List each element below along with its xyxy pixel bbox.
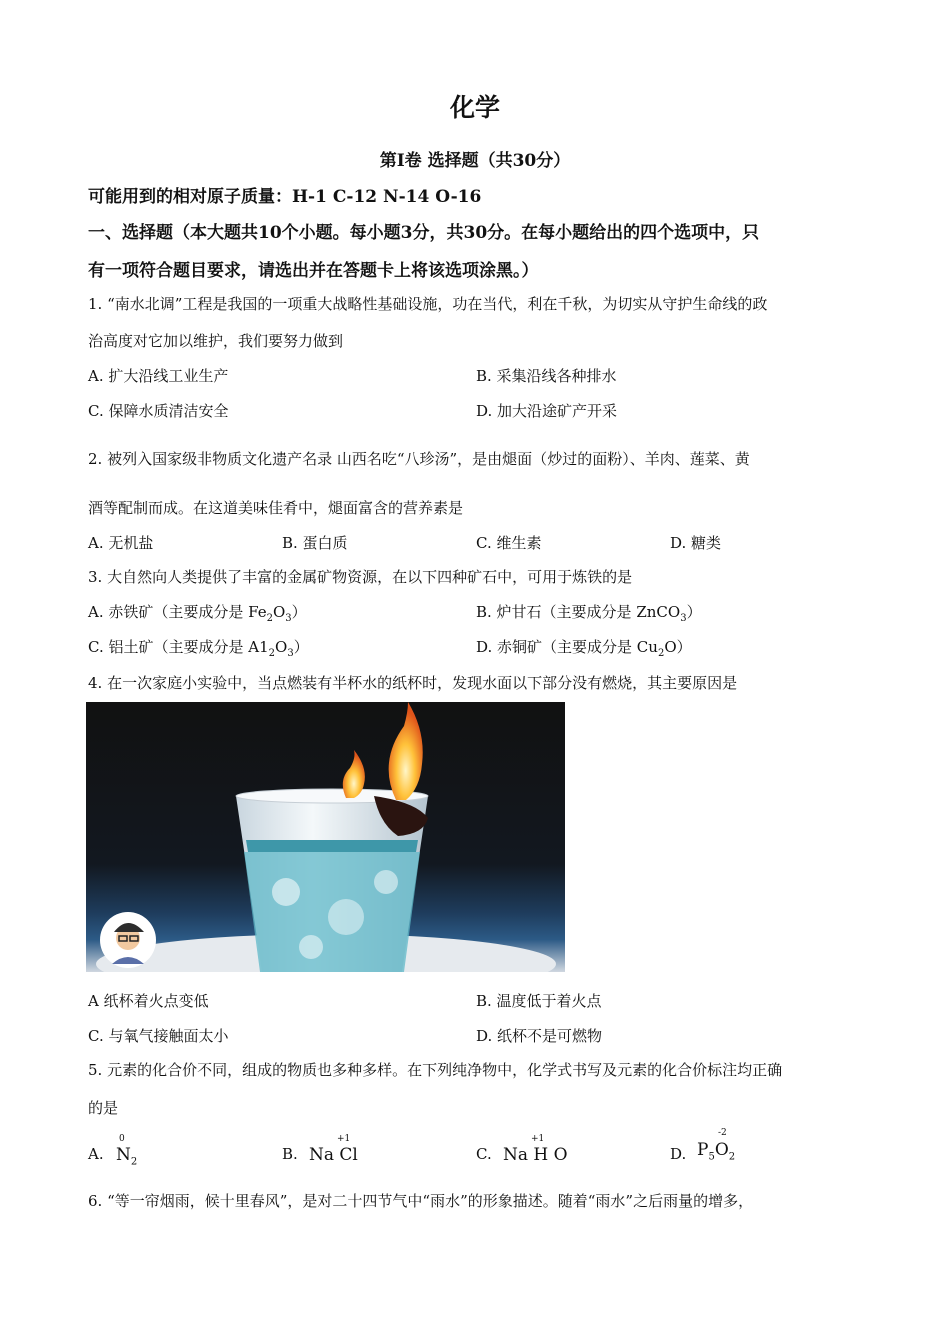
q2-option-b[interactable]: B. 蛋白质 [282, 534, 348, 552]
q4-option-c[interactable]: C. 与氧气接触面太小 [88, 1027, 229, 1045]
q4-option-a[interactable]: A 纸杯着火点变低 [88, 992, 209, 1010]
q1-option-b[interactable]: B. 采集沿线各种排水 [476, 367, 617, 385]
large-flame [389, 702, 423, 800]
atomic-mass-line: 可能用到的相对原子质量：H-1 C-12 N-14 O-16 [88, 187, 482, 207]
q1-option-d[interactable]: D. 加大沿途矿产开采 [476, 402, 618, 420]
q3-option-b[interactable]: B. 炉甘石（主要成分是 ZnCO$_3$） [476, 603, 702, 624]
q5-d-formula: $P_5O_2$ [697, 1140, 736, 1163]
q5-a-formula: $N_2$ [116, 1145, 138, 1168]
q5-option-a-label: A. [88, 1145, 104, 1163]
q2-stem-line2: 酒等配制而成。在这道美味佳肴中，煺面富含的营养素是 [88, 499, 464, 517]
q2-option-a[interactable]: A. 无机盐 [88, 534, 154, 552]
section1-line2: 有一项符合题目要求，请选出并在答题卡上将该选项涂黑。） [88, 261, 539, 281]
q5-b-valence: +1 [337, 1134, 351, 1144]
q5-stem-line2: 的是 [88, 1099, 119, 1117]
q1-stem-line1: 1. “南水北调”工程是我国的一项重大战略性基础设施，功在当代，利在千秋，为切实从守护生命线的政 [88, 295, 768, 313]
q3-option-c[interactable]: C. 铝土矿（主要成分是 $A1_2O_3$） [88, 638, 309, 659]
q4-stem: 4. 在一次家庭小实验中，当点燃装有半杯水的纸杯时，发现水面以下部分没有燃烧，其主要原因是 [88, 674, 738, 692]
q3-stem: 3. 大自然向人类提供了丰富的金属矿物资源，在以下四种矿石中，可用于炼铁的是 [88, 568, 633, 586]
q5-d-valence: -2 [718, 1128, 727, 1138]
page-title: 化学 [449, 93, 500, 122]
q1-option-a[interactable]: A. 扩大沿线工业生产 [88, 367, 229, 385]
q2-stem-line1: 2. 被列入国家级非物质文化遗产名录 山西名吃“八珍汤”，是由煺面（炒过的面粉）、羊肉、莲菜、黄 [88, 450, 750, 468]
q2-option-c[interactable]: C. 维生素 [476, 534, 542, 552]
q5-option-b-label: B. [282, 1145, 298, 1163]
q5-option-d-label: D. [670, 1145, 687, 1163]
q5-a-valence: 0 [119, 1134, 125, 1144]
q1-option-c[interactable]: C. 保障水质清洁安全 [88, 402, 229, 420]
burning-cup-illustration [86, 702, 565, 972]
cup-border-pattern [246, 840, 418, 852]
burning-paper-cup-photo [86, 702, 565, 972]
q6-stem-line1: 6. “等一帘烟雨，候十里春风”，是对二十四节气中“雨水”的形象描述。随着“雨水”之后雨量的增多， [88, 1192, 754, 1210]
q4-option-d[interactable]: D. 纸杯不是可燃物 [476, 1027, 603, 1045]
q2-option-d[interactable]: D. 糖类 [670, 534, 722, 552]
q5-c-valence: +1 [531, 1134, 545, 1144]
section1-line1: 一、选择题（本大题共10个小题。每小题3分，共30分。在每小题给出的四个选项中，只 [88, 223, 760, 243]
q5-c-formula: Na H O [503, 1145, 568, 1165]
q5-b-formula: Na Cl [309, 1145, 358, 1165]
small-flame [343, 750, 365, 798]
q5-option-c-label: C. [476, 1145, 492, 1163]
q4-option-b[interactable]: B. 温度低于着火点 [476, 992, 602, 1010]
q3-option-d[interactable]: D. 赤铜矿（主要成分是 $Cu_2O$） [476, 638, 692, 659]
q5-stem-line1: 5. 元素的化合价不同，组成的物质也多种多样。在下列纯净物中，化学式书写及元素的化合价标注均正确 [88, 1061, 783, 1079]
q3-option-a[interactable]: A. 赤铁矿（主要成分是 $Fe_2O_3$） [88, 603, 307, 624]
q1-stem-line2: 治高度对它加以维护，我们要努力做到 [88, 332, 344, 350]
section-subtitle: 第I卷 选择题（共30分） [379, 151, 571, 171]
